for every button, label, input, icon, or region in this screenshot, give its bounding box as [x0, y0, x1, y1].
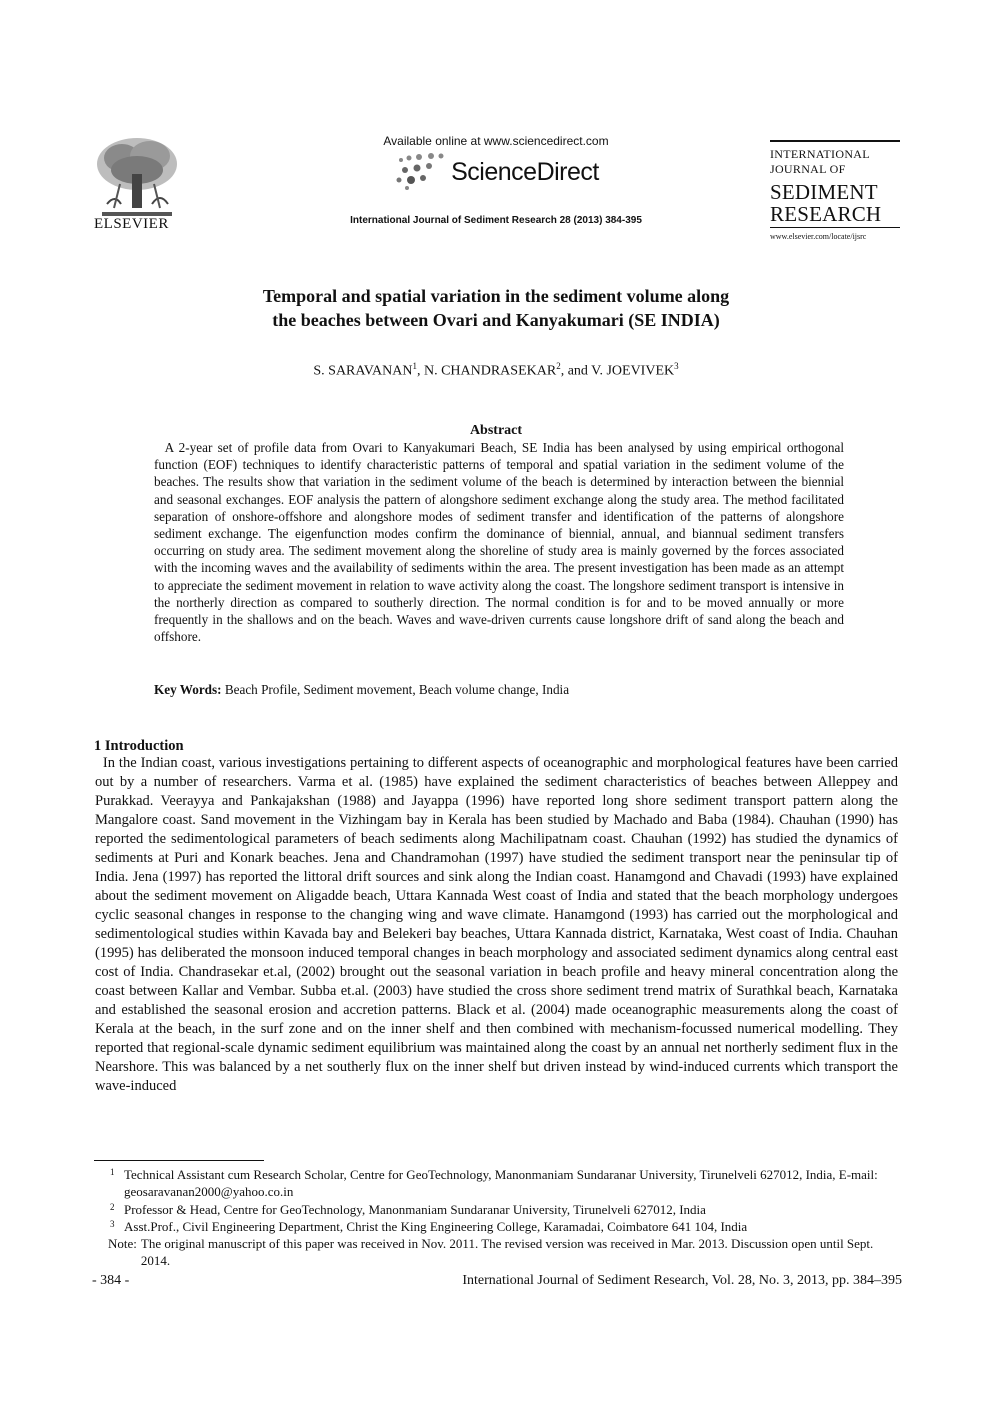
footnote-number: 1	[110, 1167, 115, 1177]
footnote-text: Professor & Head, Centre for GeoTechnology, Manonmaniam Sundaranar University, Tirunelveli 627012, India	[124, 1201, 706, 1217]
journal-logo-url: www.elsevier.com/locate/ijsrc	[770, 232, 867, 241]
manuscript-note	[108, 1235, 898, 1270]
abstract-text: A 2-year set of profile data from Ovari to Kanyakumari Beach, SE India has been analysed by using empirical orthogonal function (EOF) techniques to identify characteristic patterns of temporal and spatial variation in the sediment volume of the beaches. The results show that variation in the sediment volume of the beach is determined by interaction between the biennial and seasonal exchanges. EOF analysis the pattern of alongshore sediment exchange along the study area. The method facilitated separation of onshore-offshore and alongshore modes of sediment transfer and identification of the patterns of alongshore sediment exchange. The eigenfunction modes confirm the dominance of biennial, annual, and biannual sediment transfers occurring on study area. The sediment movement along the shoreline of study area is mainly governed by the forces associated with the incoming waves and the availability of sediments within the area. The present investigation has been made as an attempt to appreciate the sediment movement in relation to wave activity along the coast. The longshore sediment transport is intensive in the northerly direction as compared to southerly direction. The normal condition is for and to be moved annually or more frequently in the shallows and on the beach. Waves and wave-driven currents cause longshore drift of sand along the beach and offshore.	[154, 440, 844, 645]
page-number: - 384 -	[92, 1273, 130, 1288]
keywords-text: Beach Profile, Sediment movement, Beach volume change, India	[224, 682, 570, 697]
author-affiliation-mark: 1	[412, 361, 417, 371]
journal-logo-line4: RESEARCH	[770, 202, 882, 226]
article-title-line1: Temporal and spatial variation in the sediment volume along	[262, 286, 730, 306]
journal-logo-rule	[770, 140, 900, 142]
section-body	[95, 754, 898, 1096]
journal-logo-line1: INTERNATIONAL	[770, 147, 870, 161]
author-name: V. JOEVIVEK	[591, 363, 675, 379]
journal-logo-line2: JOURNAL OF	[770, 162, 846, 176]
author-list	[150, 361, 842, 380]
available-online-text: Available online at www.sciencedirect.com	[383, 134, 609, 148]
footnote-number: 3	[110, 1218, 115, 1229]
keywords-label: Key Words:	[154, 682, 222, 697]
article-title	[150, 284, 842, 332]
footer-citation: International Journal of Sediment Research, Vol. 28, No. 3, 2013, pp. 384–395	[462, 1273, 902, 1288]
footnote-number: 2	[110, 1201, 115, 1212]
footnote	[108, 1201, 898, 1218]
footnote-divider	[94, 1160, 264, 1161]
author-separator: , and	[560, 363, 592, 379]
section-body-text: In the Indian coast, various investigations pertaining to different aspects of oceanographic and morphological features have been carried out by a number of researchers. Varma et al. (1985) have explained the sediment characteristics of beaches between Alleppey and Purakkad. Veerayya and Pankajakshan (1988) and Jayappa (1996) have reported long shore sediment transport pattern along the Mangalore coast. Sand movement in the Vizhingam bay in Kerala has been studied by Machado and Baba (1984). Chauhan (1990) has reported the sedimentological parameters of beach sediments along Machilipatnam coast. Chauhan (1992) has studied the dynamics of sediments at Puri and Konark beaches. Jena and Chandramohan (1997) have studied the sediment transport near the peninsular tip of India. Jena (1997) has reported the littoral drift sources and sink along the Indian coast. Hanamgond and Chavadi (1993) have explained about the sediment movement on Aligadde beach, Uttara Kannada West coast of India and stated that the beach morphology undergoes cyclic seasonal changes in response to the changing wing and wave climate. Hanamgond (1993) has carried out the morphological and sedimentological studies within Kavada bay and Belekeri bay beaches, Uttara Kannada district, Karnataka, West coast of India. Chauhan (1995) has deliberated the monsoon induced temporal changes in beach morphology and associated sediment dynamics along central east cost of India. Chandrasekar et.al, (2002) brought out the seasonal variation in beach profile and heavy mineral concentration along the coast between Kallar and Vembar. Subba et.al. (2003) have studied the cross shore sediment trend matrix of Surathkal beach, Karnataka and established the seasonal erosion and accretion patterns. Black et al. (2004) made oceanographic measurements along the coast of Kerala at the beach, in the surf zone and on the inner shelf and then combined with mechanism-focussed numerical modelling. They reported that regional-scale dynamic sediment equilibrium was maintained along the coast by an annual net northerly sediment flux in the Nearshore. This was balanced by a net southerly flux on the inner shelf but driven instead by wind-induced currents which transport the wave-induced	[95, 755, 898, 1094]
journal-logo-line3: SEDIMENT	[770, 180, 878, 204]
author-name: N. CHANDRASEKAR	[423, 363, 557, 379]
author-affiliation-mark: 2	[556, 361, 561, 371]
author-separator: ,	[416, 363, 424, 379]
sciencedirect-dots-icon	[393, 152, 449, 192]
footnote	[108, 1166, 898, 1201]
footnote-text: Technical Assistant cum Research Scholar, Centre for GeoTechnology, Manonmaniam Sundaranar University, Tirunelveli 627012, India, E-mail: geosaravanan2000@yahoo.co.in	[124, 1167, 878, 1200]
journal-citation-header: International Journal of Sediment Research 28 (2013) 384-395	[350, 215, 642, 226]
footnote-text: Asst.Prof., Civil Engineering Department, Christ the King Engineering College, Karamadai, Coimbatore 641 104, India	[124, 1218, 748, 1234]
sciencedirect-logo	[300, 152, 692, 192]
footnote	[108, 1218, 898, 1235]
publisher-name: ELSEVIER	[94, 216, 169, 232]
section-heading: 1 Introduction	[94, 738, 184, 754]
tree-emblem-icon	[92, 134, 182, 218]
article-title-line2: the beaches between Ovari and Kanyakumari (SE INDIA)	[272, 310, 720, 330]
sciencedirect-wordmark: ScienceDirect	[451, 157, 599, 186]
note-text: The original manuscript of this paper was received in Nov. 2011. The revised version was received in Mar. 2013. Discussion open until Sept. 2014.	[140, 1236, 874, 1269]
author-name: S. SARAVANAN	[313, 363, 413, 379]
journal-logo	[770, 140, 900, 241]
footnotes	[108, 1166, 898, 1270]
note-label: Note:	[108, 1236, 137, 1252]
abstract-heading: Abstract	[469, 423, 523, 438]
journal-logo-rule-bottom	[770, 227, 900, 228]
keywords	[154, 682, 844, 698]
author-affiliation-mark: 3	[674, 361, 679, 371]
sciencedirect-header	[300, 134, 692, 192]
abstract-body	[154, 439, 844, 645]
